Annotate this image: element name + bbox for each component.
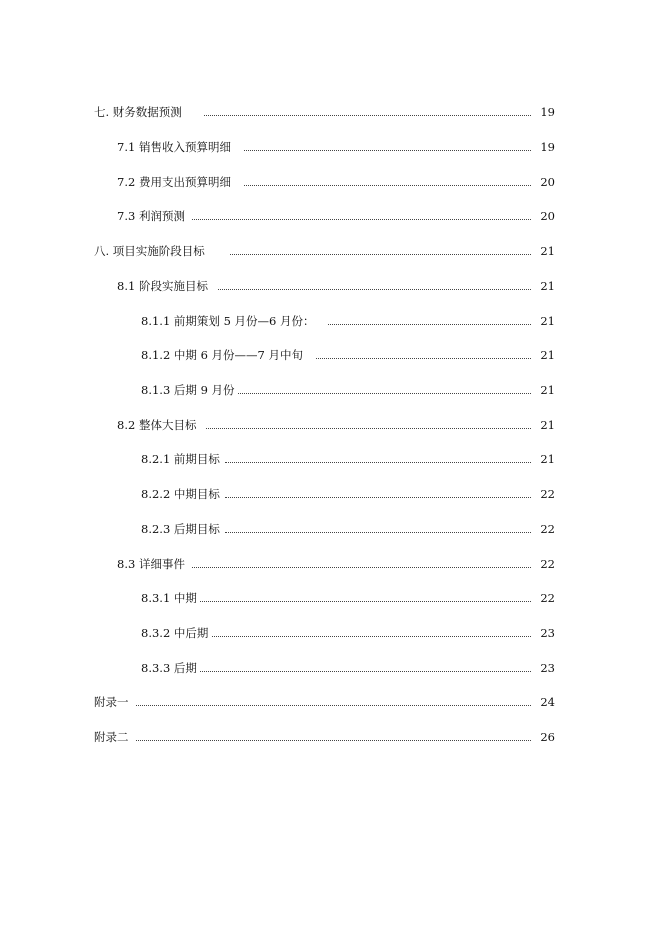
toc-row-18[interactable] [0,692,662,712]
toc-page-number: 22 [540,591,555,605]
toc-leader [225,496,531,498]
toc-entry-label: 七. 财务数据预测 [94,102,182,122]
toc-row-5[interactable] [0,241,662,261]
toc-page-number: 22 [540,487,555,501]
toc-leader [238,392,531,394]
toc-row-14[interactable] [0,554,662,574]
toc-page-number: 21 [540,348,555,362]
toc-leader [244,184,531,186]
toc-entry-label: 8.3 详细事件 [117,554,185,574]
toc-entry-label: 附录一 [94,692,129,712]
toc-page-number: 20 [540,175,555,189]
toc-entry-label: 8.3.1 中期 [141,588,197,608]
toc-page-number: 19 [540,105,555,119]
toc-leader [316,357,531,359]
toc-page-number: 23 [540,661,555,675]
toc-entry-label: 8.1 阶段实施目标 [117,276,208,296]
toc-entry-label: 8.1.2 中期 6 月份——7 月中旬 [141,345,303,365]
toc-leader [225,531,531,533]
toc-leader [192,218,531,220]
toc-row-16[interactable] [0,623,662,643]
toc-entry-label: 8.2 整体大目标 [117,415,196,435]
toc-page-number: 21 [540,452,555,466]
toc-entry-label: 7.3 利润预测 [117,206,185,226]
toc-leader [200,600,531,602]
toc-row-4[interactable] [0,206,662,226]
toc-row-19[interactable] [0,727,662,747]
toc-page-number: 21 [540,314,555,328]
toc-leader [136,739,531,741]
toc-leader [204,114,531,116]
toc-leader [192,566,531,568]
toc-row-3[interactable] [0,172,662,192]
toc-page-number: 26 [540,730,555,744]
toc-entry-label: 8.2.1 前期目标 [141,449,220,469]
toc-row-15[interactable] [0,588,662,608]
toc-page-number: 22 [540,557,555,571]
toc-row-1[interactable] [0,102,662,122]
toc-leader [218,288,531,290]
toc-page-number: 21 [540,279,555,293]
toc-leader [212,635,531,637]
toc-leader [206,427,531,429]
toc-page-number: 21 [540,418,555,432]
toc-entry-label: 8.1.3 后期 9 月份 [141,380,235,400]
toc-row-11[interactable] [0,449,662,469]
toc-leader [328,323,531,325]
toc-entry-label: 8.1.1 前期策划 5 月份—6 月份： [141,311,315,331]
toc-leader [225,461,531,463]
toc-page-number: 21 [540,244,555,258]
toc-row-13[interactable] [0,519,662,539]
toc-row-6[interactable] [0,276,662,296]
toc-page-number: 24 [540,695,555,709]
toc-page-number: 20 [540,209,555,223]
toc-row-12[interactable] [0,484,662,504]
toc-page-number: 19 [540,140,555,154]
toc-page-number: 23 [540,626,555,640]
toc-row-7[interactable] [0,311,662,331]
toc-leader [244,149,531,151]
toc-leader [136,704,531,706]
toc-entry-label: 八. 项目实施阶段目标 [94,241,205,261]
toc-entry-label: 8.2.2 中期目标 [141,484,220,504]
toc-entry-label: 8.3.3 后期 [141,658,197,678]
toc-leader [230,253,531,255]
toc-row-10[interactable] [0,415,662,435]
toc-row-2[interactable] [0,137,662,157]
toc-row-17[interactable] [0,658,662,678]
toc-entry-label: 附录二 [94,727,129,747]
toc-page-number: 21 [540,383,555,397]
toc-entry-label: 8.3.2 中后期 [141,623,208,643]
toc-entry-label: 7.1 销售收入预算明细 [117,137,231,157]
toc-leader [200,670,531,672]
toc-entry-label: 8.2.3 后期目标 [141,519,220,539]
toc-row-8[interactable] [0,345,662,365]
toc-page-number: 22 [540,522,555,536]
toc-row-9[interactable] [0,380,662,400]
toc-entry-label: 7.2 费用支出预算明细 [117,172,231,192]
